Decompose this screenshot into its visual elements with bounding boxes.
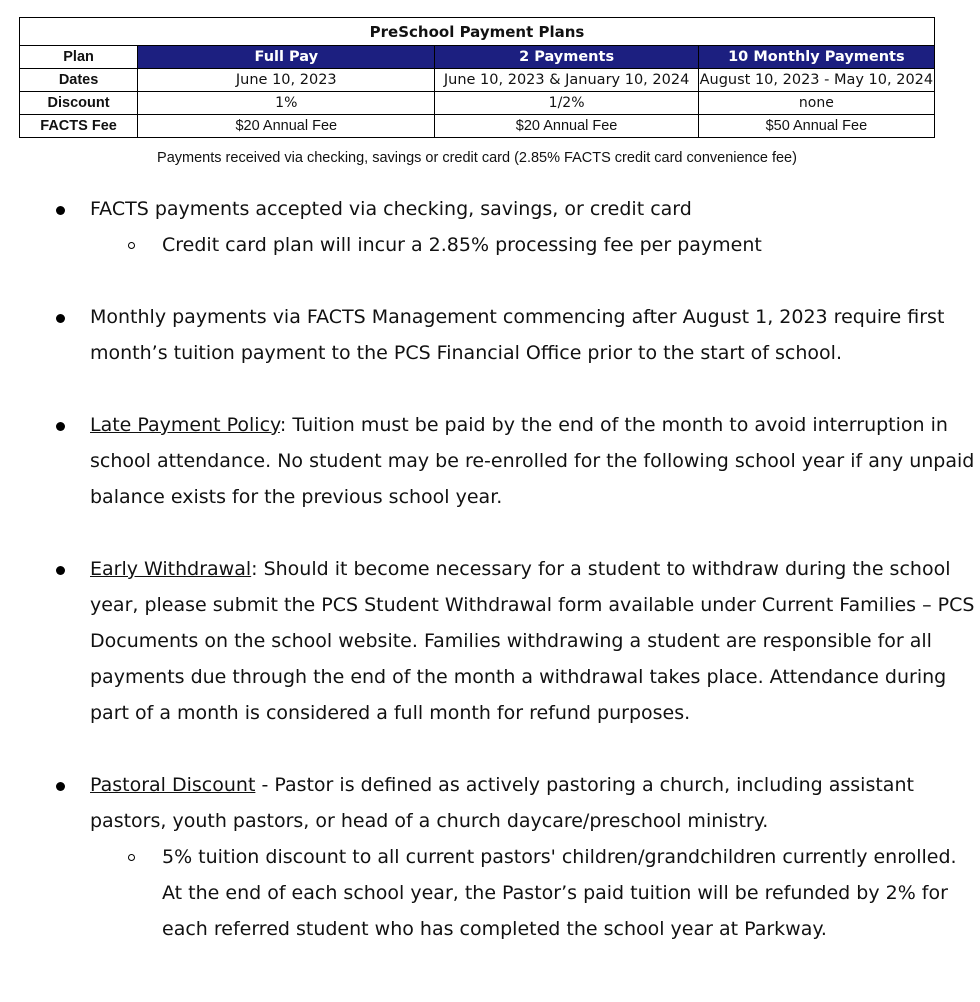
bullet-dot <box>56 782 65 791</box>
sub-bullet-circle <box>128 854 135 861</box>
bullet-early-withdrawal <box>90 551 974 731</box>
bullet-facts-line: FACTS payments accepted via checking, savings, or credit card <box>90 198 692 220</box>
table-row-dates <box>20 69 935 92</box>
cell-discount-10-monthly: none <box>698 92 934 115</box>
header-10-monthly: 10 Monthly Payments <box>698 46 934 69</box>
cell-discount-2-payments: 1/2% <box>435 92 698 115</box>
table-title-row <box>20 18 935 46</box>
header-2-payments: 2 Payments <box>435 46 698 69</box>
pastoral-discount-heading: Pastoral Discount <box>90 774 256 796</box>
pastoral-discount-first-line: - Pastor is defined as actively pastoring a church, including assistant <box>255 774 914 796</box>
early-withdrawal-line: Documents on the school website. Families withdrawing a student are responsible for all <box>90 630 932 652</box>
table-title: PreSchool Payment Plans <box>20 18 935 46</box>
row-label-facts-fee: FACTS Fee <box>20 115 138 138</box>
table-row-discount <box>20 92 935 115</box>
row-label-discount: Discount <box>20 92 138 115</box>
early-withdrawal-line: part of a month is considered a full month for refund purposes. <box>90 702 691 724</box>
table-header-row <box>20 46 935 69</box>
early-withdrawal-line: payments due through the end of the month a withdrawal takes place. Attendance during <box>90 666 947 688</box>
sub-bullet-line: each referred student who has completed the school year at Parkway. <box>162 918 827 940</box>
late-payment-first-line: : Tuition must be paid by the end of the month to avoid interruption in <box>279 414 948 436</box>
early-withdrawal-first-line: : Should it become necessary for a student to withdraw during the school <box>251 558 951 580</box>
table-caption: Payments received via checking, savings or credit card (2.85% FACTS credit card convenience fee) <box>157 150 797 166</box>
cell-dates-2-payments: June 10, 2023 & January 10, 2024 <box>435 69 698 92</box>
sub-bullet-line: 5% tuition discount to all current pastors' children/grandchildren currently enrolled. <box>162 846 957 868</box>
bullet-dot <box>56 422 65 431</box>
sub-bullet-circle <box>128 242 135 249</box>
payment-plans-table <box>19 17 935 138</box>
sub-bullet-pastor-tuition <box>162 839 957 947</box>
header-full-pay: Full Pay <box>138 46 435 69</box>
pastoral-discount-line: pastors, youth pastors, or head of a church daycare/preschool ministry. <box>90 810 769 832</box>
bullet-monthly-payments <box>90 299 944 371</box>
late-payment-line: school attendance. No student may be re-enrolled for the following school year if any unpaid <box>90 450 975 472</box>
table-row-facts-fee <box>20 115 935 138</box>
cell-dates-full-pay: June 10, 2023 <box>138 69 435 92</box>
sub-bullet-line: Credit card plan will incur a 2.85% processing fee per payment <box>162 234 762 256</box>
header-plan: Plan <box>20 46 138 69</box>
late-payment-policy-heading: Late Payment Policy <box>90 414 280 436</box>
cell-fee-2-payments: $20 Annual Fee <box>435 115 698 138</box>
bullet-dot <box>56 314 65 323</box>
bullet-dot <box>56 566 65 575</box>
early-withdrawal-line: year, please submit the PCS Student Withdrawal form available under Current Families – PCS <box>90 594 975 616</box>
late-payment-line: balance exists for the previous school year. <box>90 486 503 508</box>
bullet-dot <box>56 206 65 215</box>
row-label-dates: Dates <box>20 69 138 92</box>
bullet-late-payment-policy <box>90 407 974 515</box>
early-withdrawal-heading: Early Withdrawal <box>90 558 252 580</box>
bullet-monthly-line: month’s tuition payment to the PCS Financial Office prior to the start of school. <box>90 342 842 364</box>
bullet-monthly-line: Monthly payments via FACTS Management commencing after August 1, 2023 require first <box>90 306 945 328</box>
sub-bullet-line: At the end of each school year, the Pastor’s paid tuition will be refunded by 2% for <box>162 882 948 904</box>
cell-fee-full-pay: $20 Annual Fee <box>138 115 435 138</box>
bullet-facts <box>90 191 692 227</box>
cell-fee-10-monthly: $50 Annual Fee <box>698 115 934 138</box>
cell-dates-10-monthly: August 10, 2023 - May 10, 2024 <box>698 69 934 92</box>
cell-discount-full-pay: 1% <box>138 92 435 115</box>
sub-bullet-credit-card-fee <box>162 227 762 263</box>
bullet-pastoral-discount <box>90 767 914 839</box>
